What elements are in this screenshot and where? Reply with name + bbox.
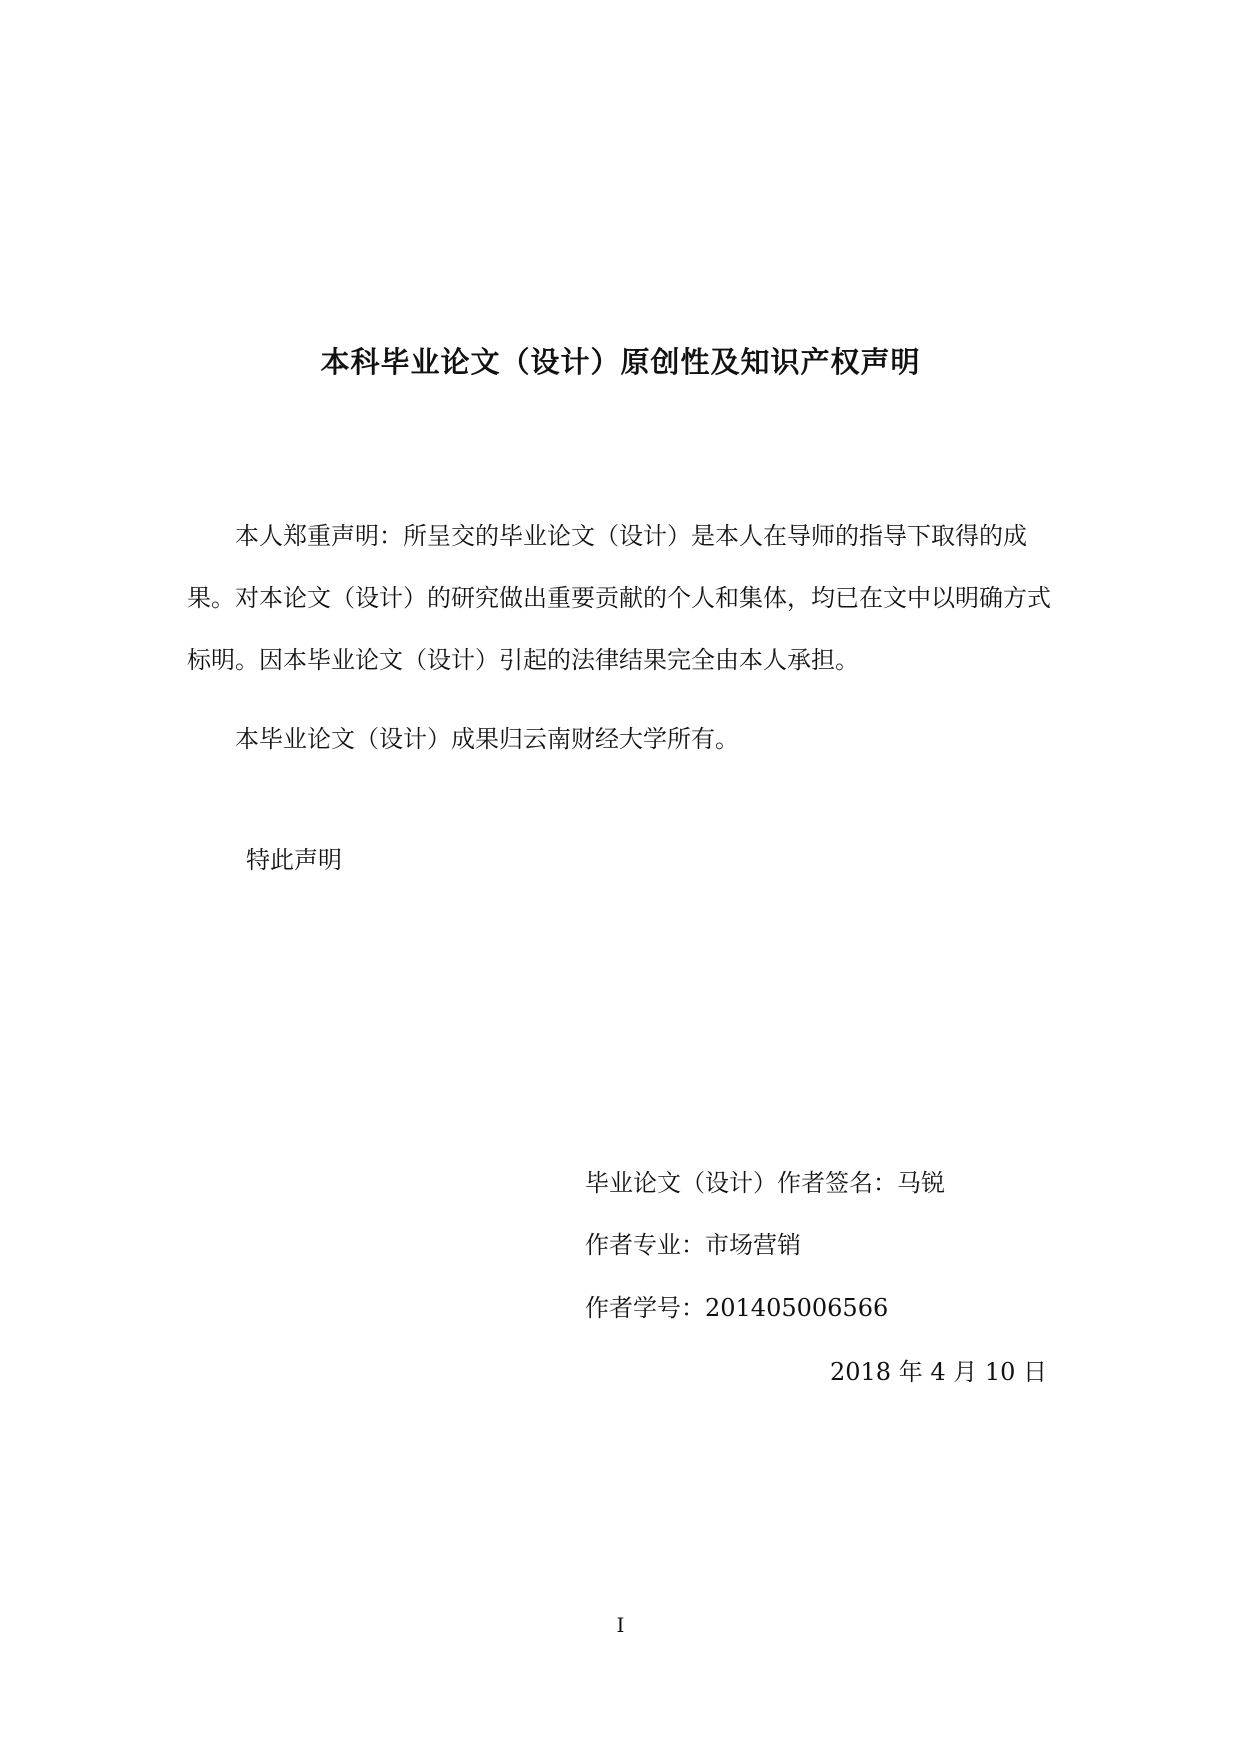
- document-title: 本科毕业论文（设计）原创性及知识产权声明: [320, 345, 921, 379]
- statement-paragraph: 本人郑重声明：所呈交的毕业论文（设计）是本人在导师的指导下取得的成果。对本论文（设计）的研究做出重要贡献的个人和集体，均已在文中以明确方式标明。因本毕业论文（设计）引起的法律结果完全由本人承担。: [187, 522, 1051, 674]
- ownership-paragraph: 本毕业论文（设计）成果归云南财经大学所有。: [235, 725, 739, 753]
- author-signature-line: 毕业论文（设计）作者签名：马锐: [585, 1169, 945, 1197]
- page-number: I: [616, 1613, 625, 1637]
- declaration-text: 特此声明: [246, 846, 342, 874]
- author-student-id-line: 作者学号：201405006566: [585, 1294, 889, 1322]
- author-major-line: 作者专业：市场营销: [585, 1231, 801, 1259]
- signature-date: 2018 年 4 月 10 日: [830, 1358, 1048, 1386]
